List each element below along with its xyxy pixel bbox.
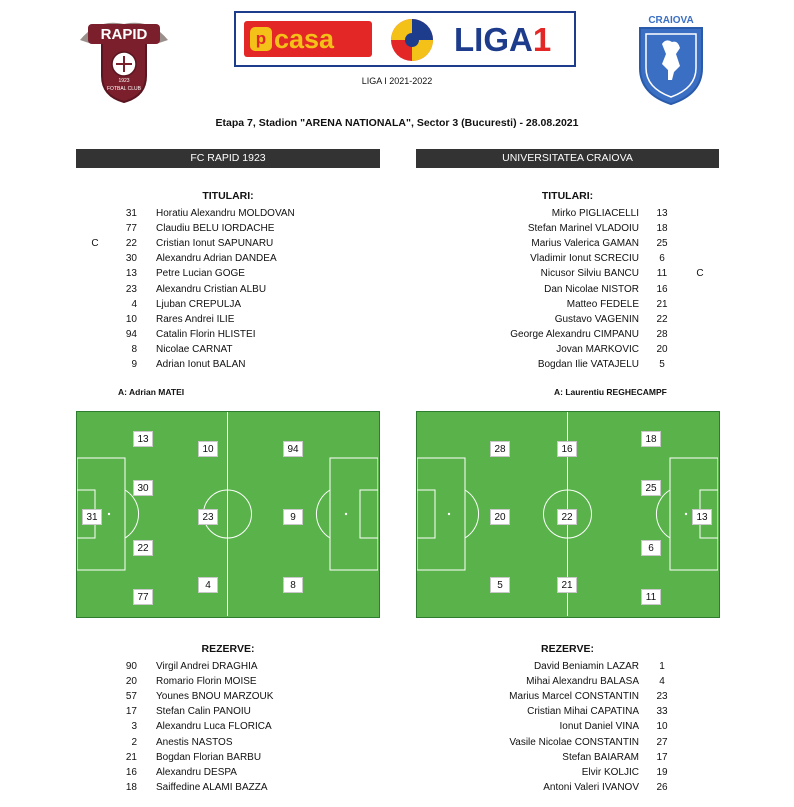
player-number: 6 — [659, 253, 665, 265]
player-row — [76, 206, 380, 221]
player-number: 8 — [131, 343, 137, 355]
player-row — [416, 750, 719, 765]
player-name: George Alexandru CIMPANU — [510, 328, 639, 340]
player-name: Bogdan Florian BARBU — [156, 751, 262, 763]
player-name: Adrian Ionut BALAN — [156, 359, 246, 370]
player-name: Alexandru Cristian ALBU — [156, 283, 267, 295]
craiova-logo — [636, 10, 706, 106]
player-name: Virgil Andrei DRAGHIA — [156, 661, 258, 672]
formation-player-marker: 28 — [490, 441, 510, 457]
player-number: 4 — [131, 298, 137, 310]
sponsor-mark: p — [250, 27, 272, 51]
player-row — [416, 266, 719, 281]
formation-player-marker: 18 — [641, 431, 661, 447]
home-subs-title: REZERVE: — [201, 643, 255, 655]
player-number: 21 — [125, 751, 137, 763]
player-name: David Beniamin LAZAR — [533, 661, 639, 672]
player-name: Horatiu Alexandru MOLDOVAN — [156, 208, 295, 219]
player-row — [416, 282, 719, 297]
player-row — [76, 266, 380, 281]
player-number: 31 — [125, 208, 137, 219]
player-number: 30 — [125, 253, 137, 265]
player-name: Stefan Calin PANOIU — [156, 706, 251, 718]
league-banner — [234, 11, 576, 67]
player-number: 11 — [656, 268, 668, 280]
player-name: Marius Valerica GAMAN — [531, 238, 639, 250]
formation-player-marker: 10 — [198, 441, 218, 457]
player-row — [76, 719, 380, 734]
player-name: Ionut Daniel VINA — [559, 721, 639, 733]
league-ball-icon — [378, 16, 446, 62]
player-name: Claudiu BELU IORDACHE — [156, 223, 275, 235]
formation-player-marker: 4 — [198, 577, 218, 593]
player-number: 18 — [125, 781, 137, 793]
player-number: 3 — [131, 721, 137, 733]
player-number: 2 — [131, 736, 137, 748]
player-number: 1 — [659, 661, 665, 672]
player-number: 28 — [656, 328, 668, 340]
home-pitch-lines — [77, 412, 378, 616]
player-row — [416, 689, 719, 704]
player-name: Cristian Mihai CAPATINA — [527, 706, 639, 718]
player-row — [416, 659, 719, 674]
player-row — [416, 251, 719, 266]
player-name: Catalin Florin HLISTEI — [156, 328, 256, 340]
formation-player-marker: 20 — [490, 509, 510, 525]
season-label: LIGA I 2021-2022 — [361, 76, 433, 86]
craiova-logo-text: CRAIOVA — [648, 15, 694, 26]
player-number: 57 — [125, 691, 137, 703]
player-number: 20 — [656, 343, 668, 355]
player-number: 4 — [659, 676, 665, 688]
player-row — [416, 221, 719, 236]
league-number: 1 — [532, 21, 552, 58]
player-number: 10 — [656, 721, 668, 733]
away-team-bar: UNIVERSITATEA CRAIOVA — [416, 149, 719, 168]
player-row — [76, 780, 380, 795]
away-subs-title: REZERVE: — [541, 643, 594, 655]
player-number: 33 — [656, 706, 668, 718]
captain-mark: C — [696, 268, 704, 280]
player-row — [76, 342, 380, 357]
player-row — [416, 327, 719, 342]
formation-player-marker: 23 — [198, 509, 218, 525]
player-name: Dan Nicolae NISTOR — [544, 283, 639, 295]
player-row — [76, 357, 380, 372]
rapid-logo-text: RAPID — [100, 26, 148, 43]
sponsor-logo — [244, 21, 372, 57]
player-number: 20 — [125, 676, 137, 688]
player-name: Mihai Alexandru BALASA — [526, 676, 639, 688]
player-row — [416, 312, 719, 327]
player-row — [76, 251, 380, 266]
player-name: Cristian Ionut SAPUNARU — [156, 238, 274, 250]
player-number: 10 — [125, 313, 137, 325]
player-row — [76, 659, 380, 674]
player-number: 17 — [125, 706, 137, 718]
player-row — [416, 674, 719, 689]
player-row — [76, 327, 380, 342]
player-row — [416, 719, 719, 734]
player-name: Alexandru Luca FLORICA — [156, 721, 272, 733]
match-info: Etapa 7, Stadion "ARENA NATIONALA", Sector 3 (Bucuresti) - 28.08.2021 — [215, 117, 579, 129]
player-row — [416, 342, 719, 357]
home-coach: A: Adrian MATEI — [118, 387, 185, 397]
player-name: Gustavo VAGENIN — [554, 313, 639, 325]
formation-player-marker: 11 — [641, 589, 661, 605]
player-number: 25 — [656, 238, 668, 250]
player-name: Ljuban CREPULJA — [156, 298, 242, 310]
player-number: 23 — [125, 283, 137, 295]
formation-player-marker: 22 — [557, 509, 577, 525]
player-row — [416, 357, 719, 372]
formation-player-marker: 94 — [283, 441, 303, 457]
player-name: Vladimir Ionut SCRECIU — [530, 253, 639, 265]
player-row — [76, 689, 380, 704]
player-row — [76, 312, 380, 327]
player-number: 77 — [125, 223, 137, 235]
player-name: Antoni Valeri IVANOV — [543, 781, 639, 793]
player-number: 90 — [125, 661, 137, 672]
player-number: 18 — [656, 223, 668, 235]
player-number: 22 — [656, 313, 668, 325]
player-name: Saiffedine ALAMI BAZZA — [156, 781, 268, 793]
player-row — [76, 735, 380, 750]
rapid-logo-subtext: FOTBAL CLUB — [107, 86, 141, 92]
home-team-bar: FC RAPID 1923 — [76, 149, 380, 168]
player-number: 13 — [656, 208, 668, 219]
player-row — [416, 206, 719, 221]
formation-player-marker: 21 — [557, 577, 577, 593]
player-number: 27 — [656, 736, 668, 748]
player-row — [76, 704, 380, 719]
player-number: 9 — [131, 359, 137, 370]
player-number: 21 — [656, 298, 668, 310]
player-name: Stefan BAIARAM — [562, 751, 639, 763]
player-name: Jovan MARKOVIC — [556, 343, 639, 355]
formation-player-marker: 5 — [490, 577, 510, 593]
formation-player-marker: 16 — [557, 441, 577, 457]
player-row — [76, 221, 380, 236]
player-name: Alexandru Adrian DANDEA — [156, 253, 277, 265]
player-name: Romario Florin MOISE — [156, 676, 257, 688]
player-name: Alexandru DESPA — [156, 766, 237, 778]
home-formation-pitch — [76, 411, 380, 618]
player-row — [76, 297, 380, 312]
away-starters-title: TITULARI: — [541, 190, 594, 202]
player-row — [416, 735, 719, 750]
formation-player-marker: 13 — [133, 431, 153, 447]
player-name: Anestis NASTOS — [156, 736, 233, 748]
formation-player-marker: 9 — [283, 509, 303, 525]
player-name: Marius Marcel CONSTANTIN — [509, 691, 639, 703]
away-formation-pitch — [416, 411, 720, 618]
league-name — [454, 19, 551, 61]
player-row — [76, 282, 380, 297]
player-number: 22 — [125, 238, 137, 250]
player-name: Matteo FEDELE — [566, 298, 639, 310]
player-row — [416, 297, 719, 312]
rapid-logo — [74, 10, 174, 106]
formation-player-marker: 22 — [133, 540, 153, 556]
player-row — [416, 704, 719, 719]
formation-player-marker: 77 — [133, 589, 153, 605]
sponsor-name: casa — [274, 24, 335, 54]
player-number: 19 — [656, 766, 668, 778]
player-name: Rares Andrei ILIE — [156, 313, 235, 325]
league-word: LIGA — [454, 21, 533, 58]
captain-mark: C — [91, 238, 99, 250]
player-row — [76, 674, 380, 689]
player-name: Elvir KOLJIC — [581, 766, 639, 778]
player-row — [76, 750, 380, 765]
player-number: 16 — [125, 766, 137, 778]
player-number: 26 — [656, 781, 668, 793]
player-row — [416, 780, 719, 795]
player-name: Stefan Marinel VLADOIU — [527, 223, 639, 235]
formation-player-marker: 25 — [641, 480, 661, 496]
player-name: Vasile Nicolae CONSTANTIN — [509, 736, 639, 748]
player-number: 5 — [659, 359, 665, 370]
player-name: Nicusor Silviu BANCU — [540, 268, 639, 280]
rapid-logo-year: 1923 — [118, 78, 130, 84]
formation-player-marker: 13 — [692, 509, 712, 525]
player-row — [76, 765, 380, 780]
formation-player-marker: 30 — [133, 480, 153, 496]
formation-player-marker: 31 — [82, 509, 102, 525]
player-number: 13 — [125, 268, 137, 280]
player-row — [416, 236, 719, 251]
home-starters-title: TITULARI: — [202, 190, 254, 202]
player-name: Nicolae CARNAT — [156, 343, 233, 355]
player-number: 23 — [656, 691, 668, 703]
player-number: 16 — [656, 283, 668, 295]
player-name: Younes BNOU MARZOUK — [156, 691, 274, 703]
player-row — [76, 236, 380, 251]
player-row — [416, 765, 719, 780]
player-name: Mirko PIGLIACELLI — [551, 208, 639, 219]
formation-player-marker: 8 — [283, 577, 303, 593]
player-number: 94 — [125, 328, 137, 340]
player-name: Bogdan Ilie VATAJELU — [537, 359, 639, 370]
away-coach: A: Laurentiu REGHECAMPF — [554, 387, 667, 397]
player-number: 17 — [656, 751, 668, 763]
player-name: Petre Lucian GOGE — [156, 268, 245, 280]
formation-player-marker: 6 — [641, 540, 661, 556]
